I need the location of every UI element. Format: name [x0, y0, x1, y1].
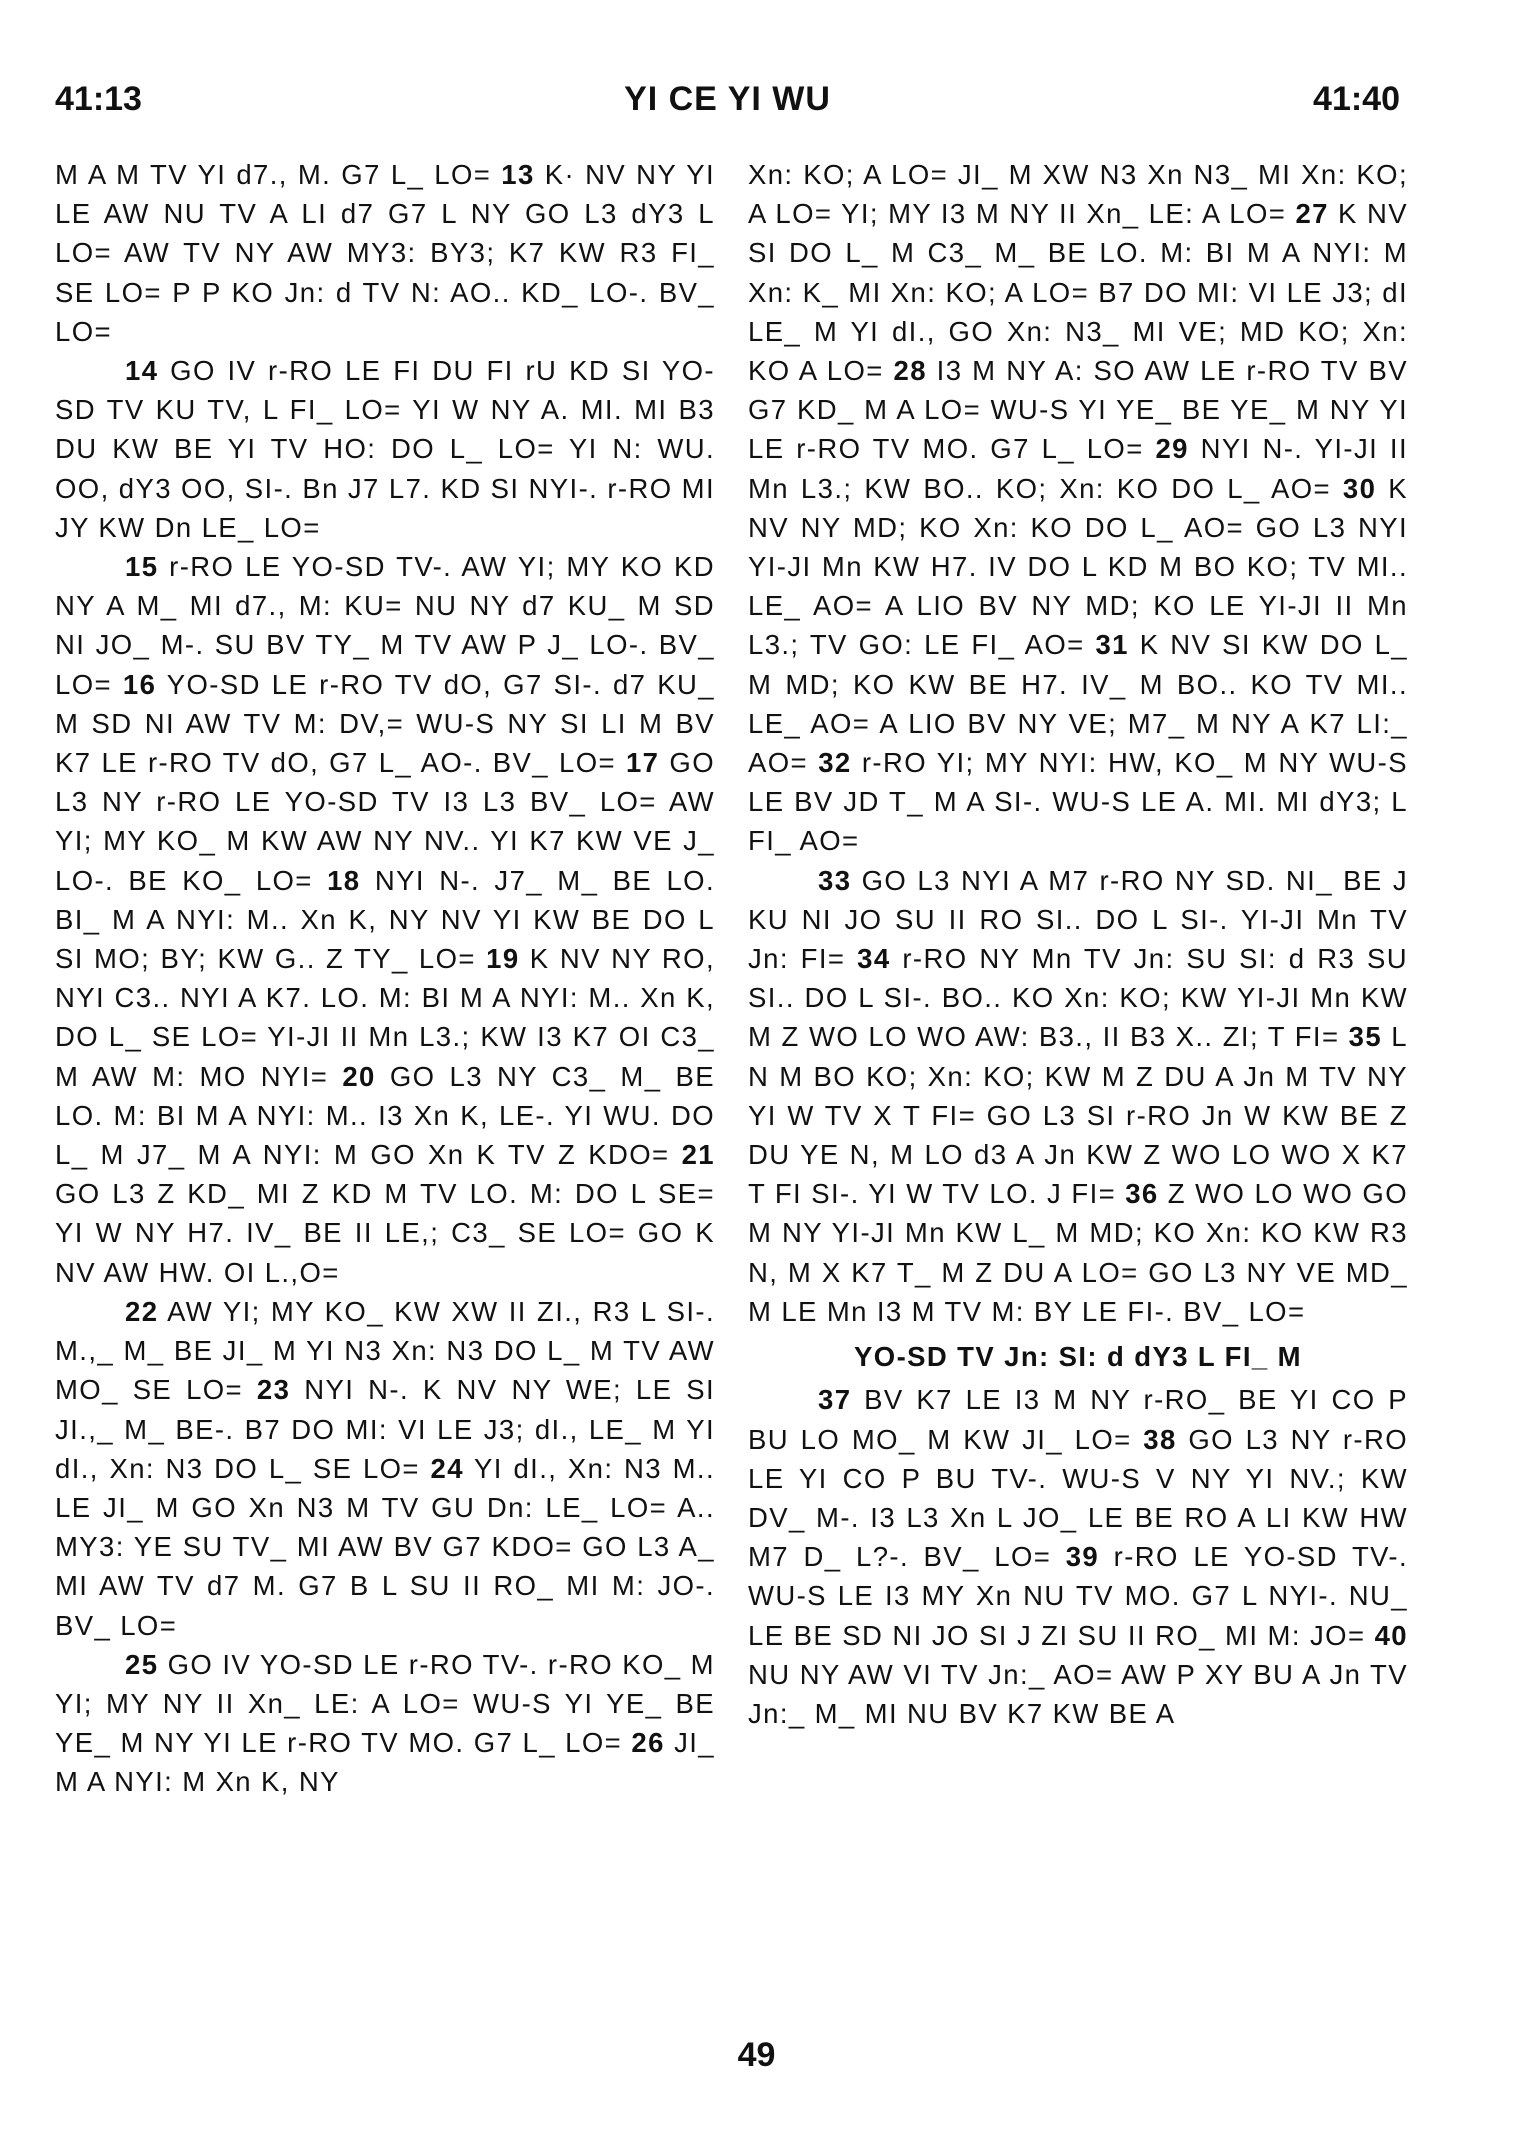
header-right-reference: 41:40	[1313, 80, 1400, 118]
verse-text: I3 M NY A: SO AW LE r-RO TV BV G7 KD_ M A LO= WU-S YI YE_ BE YE_ M NY YI LE r-RO TV MO. G7 L_ LO=	[748, 355, 1409, 465]
verse-text: AW YI; MY KO_ KW XW II ZI., R3 L SI-. M.,_ M_ BE JI_ M YI N3 Xn: N3 DO L_ M TV AW MO_ SE LO=	[55, 1295, 715, 1406]
verse-text: r-RO YI; MY NYI: HW, KO_ M NY WU-S LE BV JD T_ M A SI-. WU-S LE A. MI. MI dY3; L FI_ AO=	[748, 747, 1408, 857]
verse-number: 31	[1095, 629, 1129, 661]
verse-number: 37	[818, 1384, 852, 1416]
verse-text: NYI N-. YI-JI II Mn L3.; KW BO.. KO; Xn: KO DO L_ AO=	[748, 433, 1408, 504]
verse-text: NYI N-. K NV NY WE; LE SI JI.,_ M_ BE-. B7 DO MI: VI LE J3; dI., LE_ M YI dI., Xn: N3 DO L_ SE LO=	[55, 1374, 715, 1484]
paragraph	[748, 861, 1408, 1331]
verse-text: GO L3 NY r-RO LE YI CO P BU TV-. WU-S V NY YI NV.; KW DV_ M-. I3 L3 Xn L JO_ LE BE RO A LI KW HW M7 D_ L?-. BV_ LO=	[748, 1423, 1409, 1573]
verse-number: 18	[327, 864, 361, 896]
verse-number: 32	[818, 747, 852, 779]
verse-text: r-RO LE YO-SD TV-. AW YI; MY KO KD NY A M_ MI d7., M: KU= NU NY d7 KU_ M SD NI JO_ M-. SU BV TY_ M TV AW P J_ LO-. BV_ LO=	[55, 551, 715, 700]
left-column	[55, 155, 715, 1802]
verse-text: GO IV r-RO LE FI DU FI rU KD SI YO-SD TV KU TV, L FI_ LO= YI W NY A. MI. MI B3 DU KW BE YI TV HO: DO L_ LO= YI N: WU. OO, dY3 OO, SI-. Bn J7 L7. KD SI NYI-. r-RO MI JY KW Dn LE_ LO=	[55, 355, 715, 543]
verse-text: JI_ M A NYI: M Xn K, NY	[55, 1727, 715, 1798]
verse-number: 30	[1342, 472, 1377, 504]
verse-number: 22	[125, 1295, 159, 1327]
verse-number: 17	[625, 747, 660, 779]
page-header	[55, 80, 1400, 130]
verse-text: K NV NY MD; KO Xn: KO DO L_ AO= GO L3 NYI YI-JI Mn KW H7. IV DO L KD M BO KO; TV MI.. LE_ AO= A LIO BV NY MD; KO LE YI-JI II Mn L3.; TV GO: LE FI_ AO=	[748, 472, 1408, 661]
verse-text: K· NV NY YI LE AW NU TV A LI d7 G7 L NY GO L3 dY3 L LO= AW TV NY AW MY3: BY3; K7 KW R3 FI_ SE LO= P P KO Jn: d TV N: AO.. KD_ LO-. BV_ LO=	[55, 159, 715, 347]
verse-text: NU NY AW VI TV Jn:_ AO= AW P XY BU A Jn TV Jn:_ M_ MI NU BV K7 KW BE A	[748, 1658, 1408, 1729]
verse-number: 13	[501, 159, 535, 190]
verse-text: Xn: KO; A LO= JI_ M XW N3 Xn N3_ MI Xn: KO; A LO= YI; MY I3 M NY II Xn_ LE: A LO=	[748, 159, 1408, 230]
verse-text: BV K7 LE I3 M NY r-RO_ BE YI CO P BU LO MO_ M KW JI_ LO=	[748, 1384, 1408, 1455]
verse-text: GO L3 NY r-RO LE YO-SD TV I3 L3 BV_ LO= AW YI; MY KO_ M KW AW NY NV.. YI K7 KW VE J_ LO-. BE KO_ LO=	[55, 747, 715, 896]
verse-text: GO L3 Z KD_ MI Z KD M TV LO. M: DO L SE= YI W NY H7. IV_ BE II LE,; C3_ SE LO= GO K NV AW HW. OI L.,O=	[55, 1178, 715, 1288]
verse-text: YO-SD LE r-RO TV dO, G7 SI-. d7 KU_ M SD NI AW TV M: DV,= WU-S NY SI LI M BV K7 LE r-RO TV dO, G7 L_ AO-. BV_ LO=	[55, 668, 715, 779]
verse-number: 20	[342, 1060, 376, 1092]
verse-number: 15	[125, 551, 159, 583]
paragraph	[748, 155, 1408, 861]
verse-text: GO IV YO-SD LE r-RO TV-. r-RO KO_ M YI; MY NY II Xn_ LE: A LO= WU-S YI YE_ BE YE_ M NY YI LE r-RO TV MO. G7 L_ LO=	[55, 1648, 715, 1759]
verse-number: 24	[430, 1452, 464, 1484]
paragraph	[55, 1645, 715, 1802]
verse-number: 39	[1065, 1541, 1100, 1573]
verse-text: GO L3 NYI A M7 r-RO NY SD. NI_ BE J KU NI JO SU II RO SI.. DO L SI-. YI-JI Mn TV Jn: FI=	[748, 864, 1408, 975]
verse-text: L N M BO KO; Xn: KO; KW M Z DU A Jn M TV NY YI W TV X T FI= GO L3 SI r-RO Jn W KW BE Z DU YE N, M LO d3 A Jn KW Z WO LO WO X K7 T FI SI-. YI W TV LO. J FI=	[748, 1021, 1408, 1210]
verse-number: 27	[1295, 198, 1329, 230]
right-column	[748, 155, 1408, 1733]
verse-text: K NV SI DO L_ M C3_ M_ BE LO. M: BI M A NYI: M Xn: K_ MI Xn: KO; A LO= B7 DO MI: VI LE J3; dI LE_ M YI dI., GO Xn: N3_ MI VE; MD KO; Xn: KO A LO=	[748, 198, 1409, 387]
verse-text: Z WO LO WO GO M NY YI-JI Mn KW L_ M MD; KO Xn: KO KW R3 N, M X K7 T_ M Z DU A LO= GO L3 NY VE MD_ M LE Mn I3 M TV M: BY LE FI-. BV_ LO=	[748, 1178, 1408, 1327]
paragraph	[55, 547, 715, 1292]
verse-number: 28	[893, 355, 927, 387]
paragraph	[748, 1380, 1408, 1733]
section-heading: YO-SD TV Jn: SI: d dY3 L FI_ M	[854, 1341, 1302, 1373]
verse-text: NYI N-. J7_ M_ BE LO. BI_ M A NYI: M.. Xn K, NY NV YI KW BE DO L SI MO; BY; KW G.. Z TY_ LO=	[55, 864, 715, 975]
verse-text: YI dI., Xn: N3 M.. LE JI_ M GO Xn N3 M TV GU Dn: LE_ LO= A.. MY3: YE SU TV_ MI AW BV G7 KDO= GO L3 A_ MI AW TV d7 M. G7 B L SU II RO_ MI M: JO-. BV_ LO=	[55, 1452, 715, 1641]
verse-text: GO L3 NY C3_ M_ BE LO. M: BI M A NYI: M.. I3 Xn K, LE-. YI WU. DO L_ M J7_ M A NYI: M GO Xn K TV Z KDO=	[55, 1060, 715, 1171]
page-number: 49	[737, 2036, 776, 2074]
verse-text: K NV SI KW DO L_ M MD; KO KW BE H7. IV_ M BO.. KO TV MI.. LE_ AO= A LIO BV NY VE; M7_ M NY A K7 LI:_ AO=	[748, 629, 1409, 779]
verse-number: 40	[1374, 1619, 1408, 1651]
verse-number: 14	[125, 355, 159, 387]
verse-number: 16	[122, 668, 157, 700]
verse-number: 26	[631, 1727, 665, 1759]
verse-text: M A M TV YI d7., M. G7 L_ LO=	[55, 159, 502, 190]
verse-number: 19	[486, 943, 520, 975]
paragraph	[55, 351, 715, 547]
verse-number: 33	[818, 864, 852, 896]
verse-number: 36	[1125, 1178, 1159, 1210]
header-left-reference: 41:13	[55, 80, 142, 118]
verse-number: 23	[256, 1374, 291, 1406]
paragraph	[55, 155, 715, 351]
verse-text: K NV NY RO, NYI C3.. NYI A K7. LO. M: BI M A NYI: M.. Xn K, DO L_ SE LO= YI-JI II Mn L3.; KW I3 K7 OI C3_ M AW M: MO NYI=	[55, 943, 715, 1092]
verse-number: 35	[1348, 1021, 1383, 1053]
verse-text: r-RO LE YO-SD TV-. WU-S LE I3 MY Xn NU TV MO. G7 L NYI-. NU_ LE BE SD NI JO SI J ZI SU II RO_ MI M: JO=	[748, 1541, 1408, 1651]
verse-number: 34	[857, 943, 891, 975]
verse-number: 21	[681, 1139, 715, 1171]
verse-text: r-RO NY Mn TV Jn: SU SI: d R3 SU SI.. DO L SI-. BO.. KO Xn: KO; KW YI-JI Mn KW M Z WO LO WO AW: B3., II B3 X.. ZI; T FI=	[748, 943, 1408, 1053]
header-title: YI CE YI WU	[624, 80, 831, 118]
verse-number: 38	[1143, 1423, 1177, 1455]
paragraph	[55, 1292, 715, 1645]
verse-number: 29	[1155, 433, 1189, 465]
verse-number: 25	[125, 1648, 159, 1680]
